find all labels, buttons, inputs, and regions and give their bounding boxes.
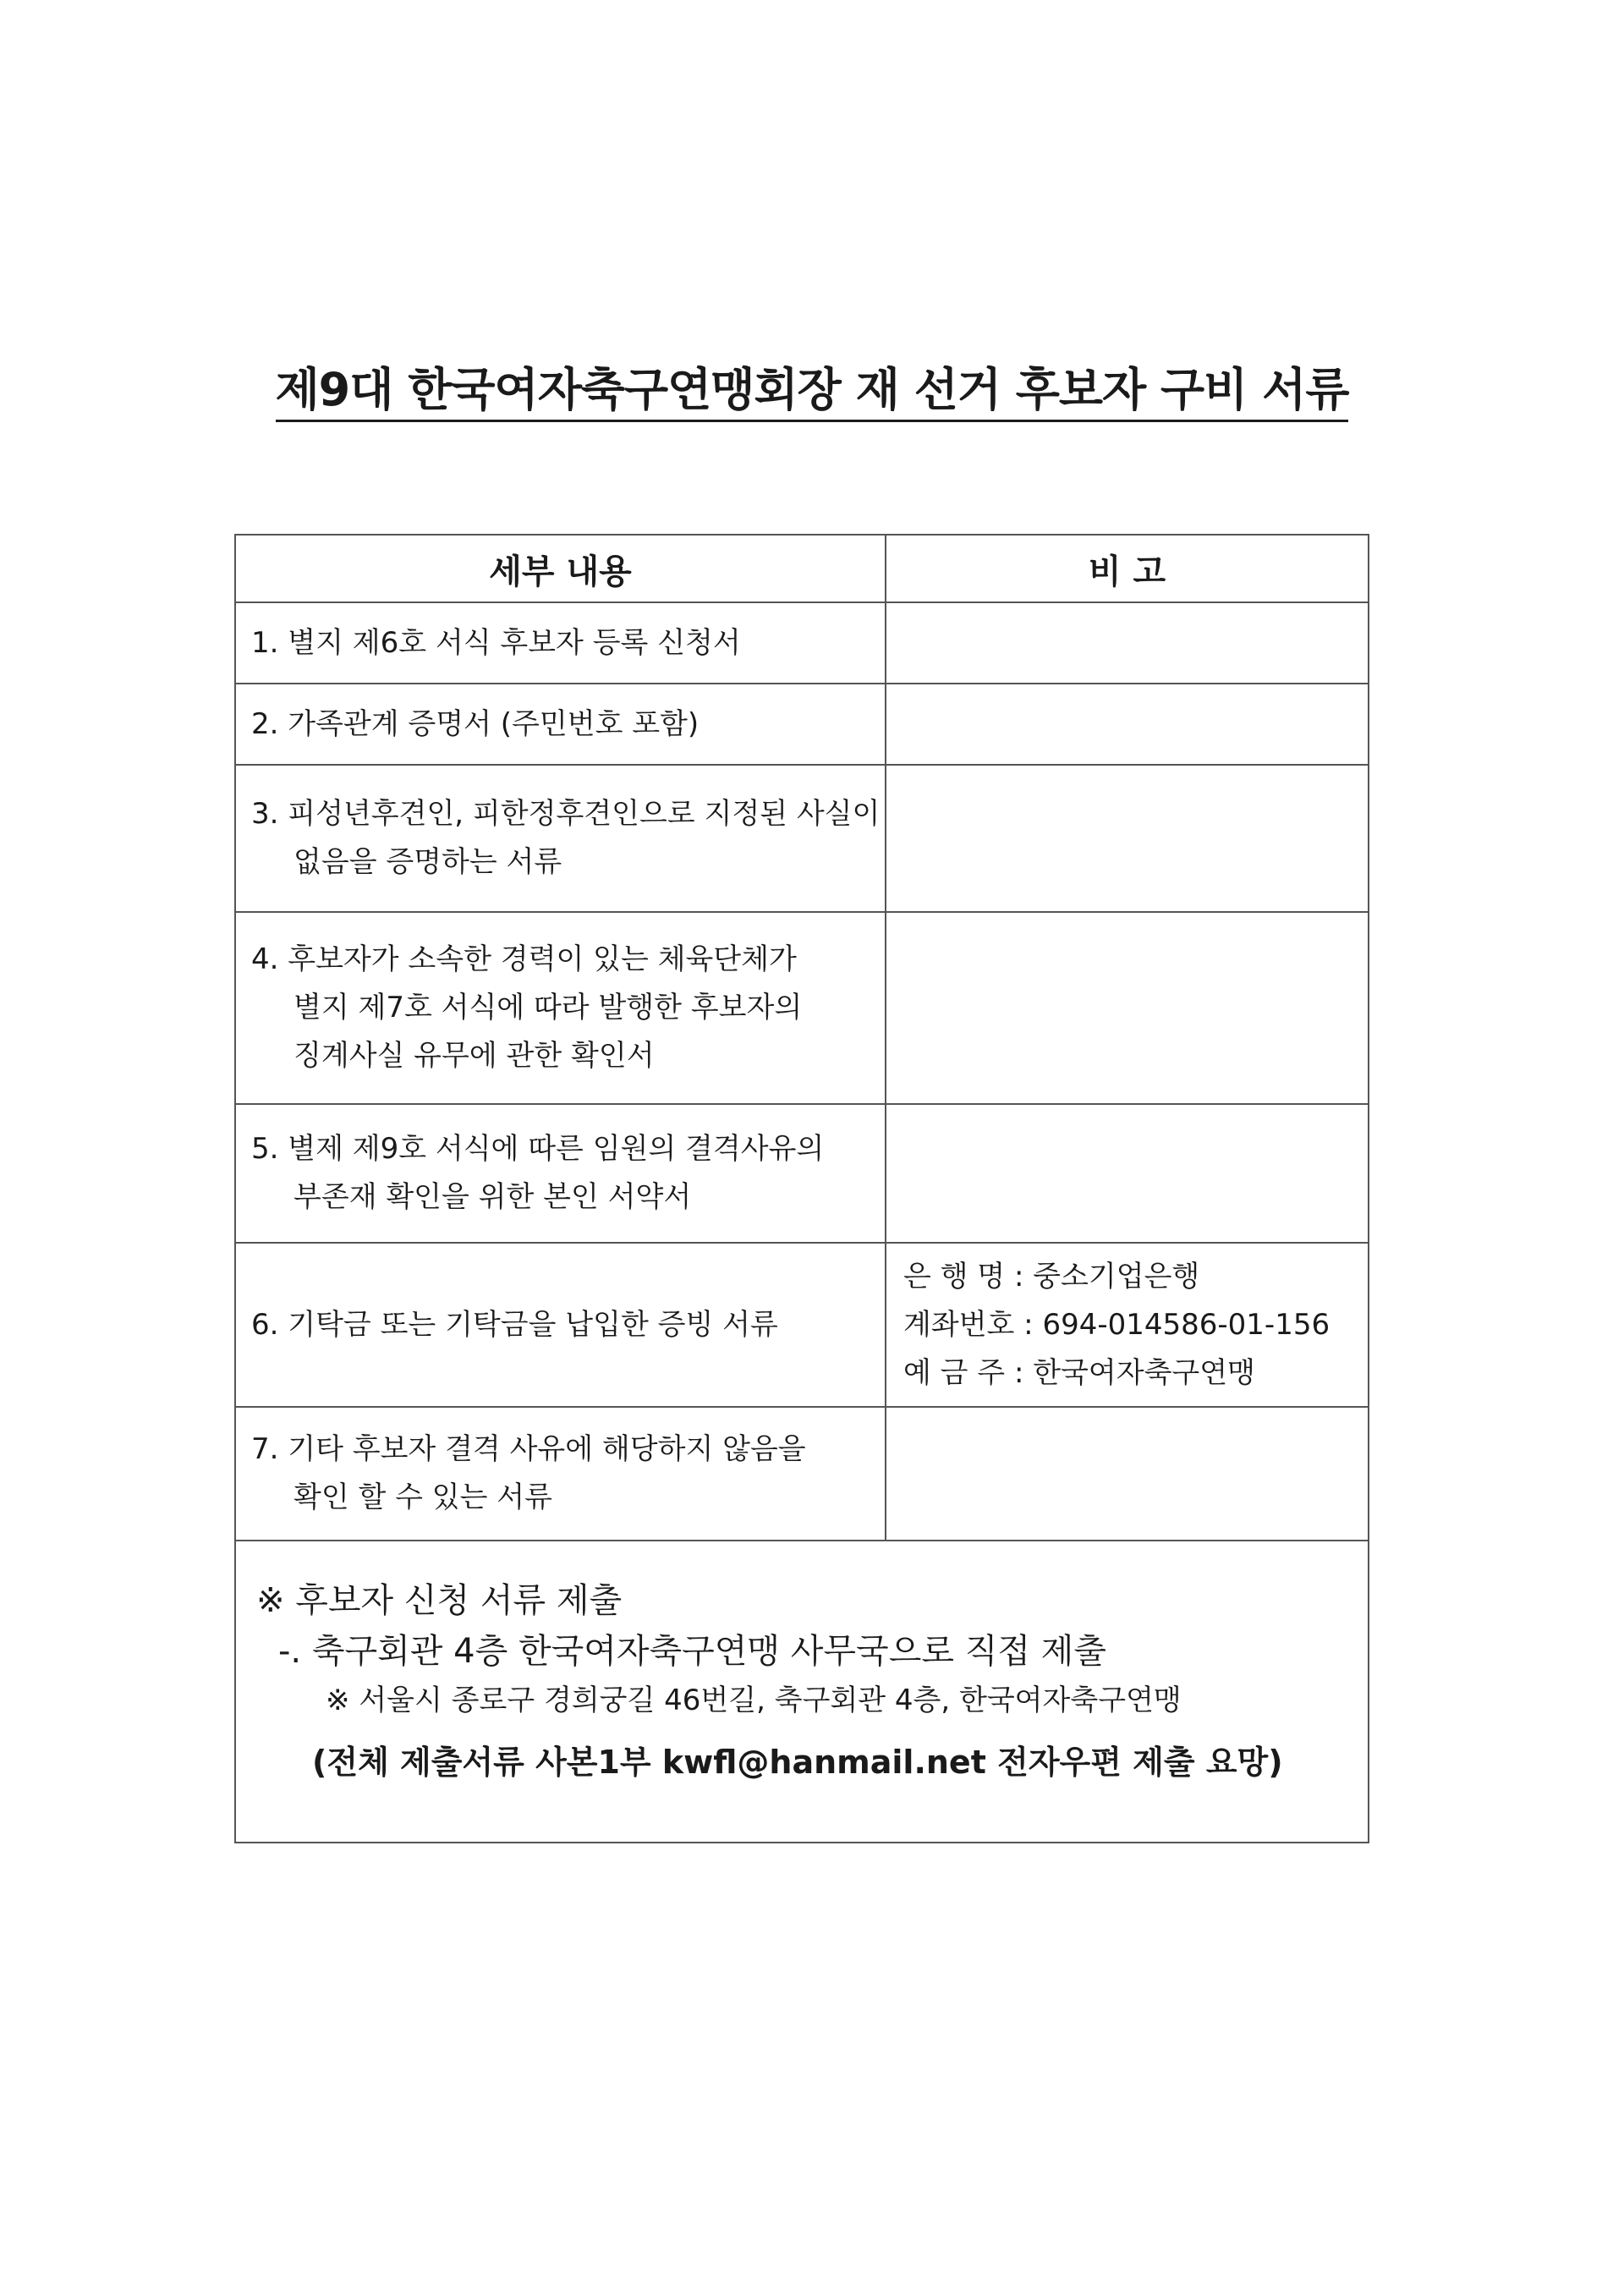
item-line: 1. 별지 제6호 서식 후보자 등록 신청서 bbox=[251, 625, 741, 660]
item-line: 3. 피성년후견인, 피한정후견인으로 지정된 사실이 bbox=[251, 797, 881, 831]
document-table bbox=[234, 534, 1369, 1843]
note-cell bbox=[886, 912, 1369, 1104]
table-row bbox=[235, 602, 1369, 684]
page-title-text: 제9대 한국여자축구연맹회장 재 선거 후보자 구비 서류 bbox=[276, 363, 1349, 422]
item-line: 확인 할 수 있는 서류 bbox=[294, 1480, 552, 1514]
item-line: 없음을 증명하는 서류 bbox=[294, 845, 562, 879]
table-row bbox=[235, 765, 1369, 912]
table-header-row bbox=[235, 535, 1369, 602]
footer-row bbox=[235, 1541, 1369, 1843]
table-row bbox=[235, 1407, 1369, 1541]
account-number: 계좌번호 : 694-014586-01-156 bbox=[903, 1307, 1330, 1342]
item-cell bbox=[235, 684, 886, 765]
note-cell bbox=[886, 602, 1369, 684]
submission-notice bbox=[236, 1541, 1368, 1842]
note-cell bbox=[886, 1104, 1369, 1243]
account-holder: 예 금 주 : 한국여자축구연맹 bbox=[903, 1355, 1255, 1390]
item-cell bbox=[235, 765, 886, 912]
footer-cell bbox=[235, 1541, 1369, 1843]
note-cell bbox=[886, 1407, 1369, 1541]
table-row bbox=[235, 684, 1369, 765]
item-cell bbox=[235, 1407, 886, 1541]
submission-address: ※ 서울시 종로구 경희궁길 46번길, 축구회관 4층, 한국여자축구연맹 bbox=[326, 1684, 1182, 1717]
item-line: 4. 후보자가 소속한 경력이 있는 체육단체가 bbox=[251, 942, 797, 976]
item-line: 2. 가족관계 증명서 (주민번호 포함) bbox=[251, 706, 700, 741]
bank-name: 은 행 명 : 중소기업은행 bbox=[903, 1259, 1200, 1294]
item-cell bbox=[235, 1104, 886, 1243]
item-line: 7. 기타 후보자 결격 사유에 해당하지 않음을 bbox=[251, 1432, 806, 1466]
header-detail: 세부 내용 bbox=[235, 535, 886, 602]
item-line: 징계사실 유무에 관한 확인서 bbox=[294, 1039, 655, 1073]
submission-heading: ※ 후보자 신청 서류 제출 bbox=[256, 1581, 623, 1620]
table-row bbox=[235, 912, 1369, 1104]
item-cell bbox=[235, 1243, 886, 1407]
item-line: 6. 기탁금 또는 기탁금을 납입한 증빙 서류 bbox=[251, 1307, 778, 1342]
table-row bbox=[235, 1243, 1369, 1407]
page-title bbox=[0, 354, 1624, 419]
item-cell bbox=[235, 912, 886, 1104]
item-cell bbox=[235, 602, 886, 684]
table-row bbox=[235, 1104, 1369, 1243]
header-note: 비 고 bbox=[886, 535, 1369, 602]
item-line: 별지 제7호 서식에 따라 발행한 후보자의 bbox=[294, 991, 803, 1024]
submission-method: -. 축구회관 4층 한국여자축구연맹 사무국으로 직접 제출 bbox=[278, 1632, 1106, 1671]
item-line: 5. 별제 제9호 서식에 따른 임원의 결격사유의 bbox=[251, 1132, 825, 1166]
submission-email-note: (전체 제출서류 사본1부 kwfl@hanmail.net 전자우편 제출 요망) bbox=[312, 1744, 1283, 1781]
note-cell bbox=[886, 765, 1369, 912]
note-cell bbox=[886, 684, 1369, 765]
item-line: 부존재 확인을 위한 본인 서약서 bbox=[294, 1180, 692, 1214]
bank-info-cell bbox=[886, 1243, 1369, 1407]
